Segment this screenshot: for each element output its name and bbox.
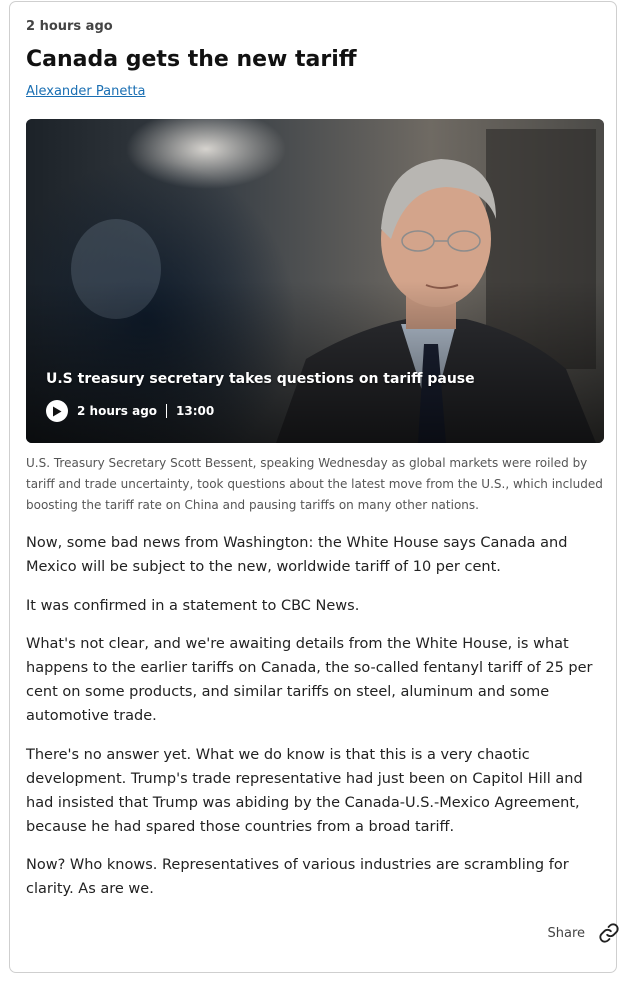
post-timestamp: 2 hours ago xyxy=(26,19,113,34)
video-title: U.S treasury secretary takes questions on tariff pause xyxy=(46,371,475,387)
video-player[interactable] xyxy=(26,119,604,443)
card-content xyxy=(26,18,604,916)
play-button[interactable] xyxy=(46,400,68,422)
meta-divider xyxy=(166,404,167,418)
body-paragraph: Now? Who knows. Representatives of various industries are scrambling for clarity. As are we. xyxy=(26,857,569,897)
video-meta xyxy=(46,400,214,422)
post-headline: Canada gets the new tariff xyxy=(26,47,357,72)
photo-caption: U.S. Treasury Secretary Scott Bessent, speaking Wednesday as global markets were roiled by tariff and trade uncertainty, took questions about the latest move from the U.S., which included boosting the tariff rate on China and pausing tariffs on many other nations. xyxy=(26,456,603,512)
video-duration: 13:00 xyxy=(176,404,215,418)
live-update-card xyxy=(9,1,617,973)
body-paragraph: Now, some bad news from Washington: the White House says Canada and Mexico will be subject to the new, worldwide tariff of 10 per cent. xyxy=(26,535,568,575)
author-link[interactable]: Alexander Panetta xyxy=(26,84,146,99)
video-thumbnail xyxy=(26,119,604,443)
share-button[interactable] xyxy=(547,922,620,944)
share-label: Share xyxy=(547,925,585,941)
body-paragraph: What's not clear, and we're awaiting details from the White House, is what happens to the earlier tariffs on Canada, the so-called fentanyl tariff of 25 per cent on some products, and similar tariffs on steel, aluminum and some automotive trade. xyxy=(26,636,593,724)
link-icon xyxy=(598,922,620,944)
body-paragraph: It was confirmed in a statement to CBC News. xyxy=(26,597,360,614)
play-icon xyxy=(52,406,62,417)
body-paragraph: There's no answer yet. What we do know is that this is a very chaotic development. Trump's trade representative had just been on Capitol Hill and had insisted that Trump was abiding by the Canada-U.S.-Mexico Agreement, because he had spared those countries from a broad tariff. xyxy=(26,746,583,835)
video-posted-time: 2 hours ago xyxy=(77,404,158,418)
